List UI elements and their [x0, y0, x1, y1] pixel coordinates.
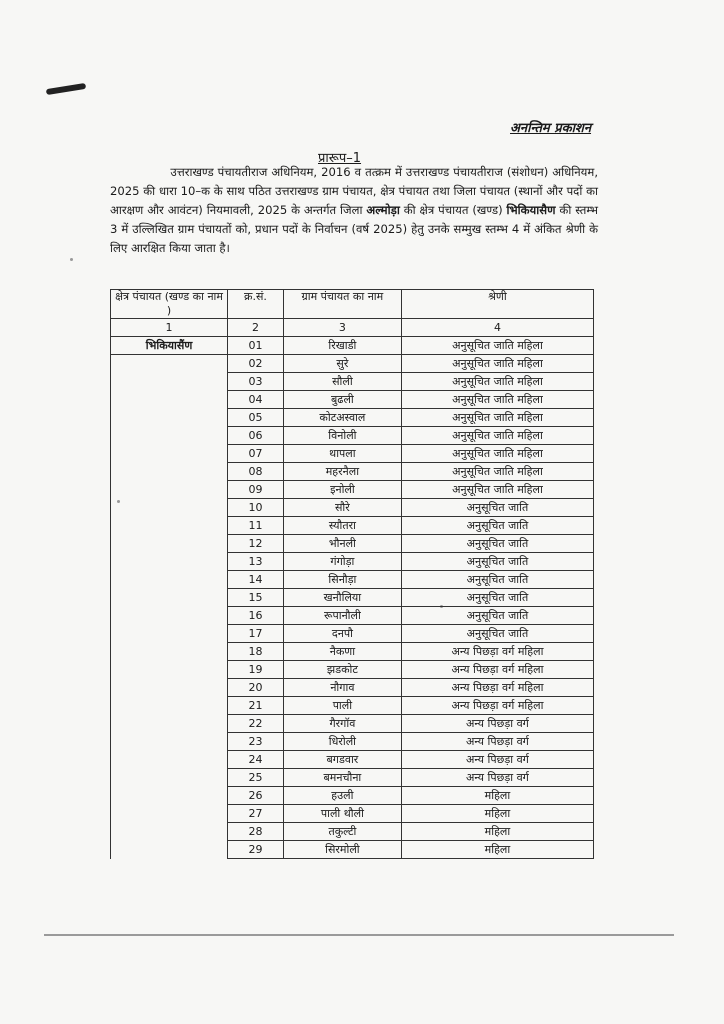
- serial-number-cell: 25: [228, 769, 284, 787]
- table-row: [111, 679, 594, 697]
- block-cell-empty: [111, 607, 228, 625]
- category-cell: अनुसूचित जाति: [401, 517, 593, 535]
- table-row: [111, 571, 594, 589]
- serial-number-cell: 13: [228, 553, 284, 571]
- district-name: अल्मोड़ा: [366, 203, 400, 217]
- block-cell-empty: [111, 463, 228, 481]
- serial-number-cell: 20: [228, 679, 284, 697]
- serial-number-cell: 02: [228, 355, 284, 373]
- gram-panchayat-cell: सौली: [283, 373, 401, 391]
- gram-panchayat-cell: हउली: [283, 787, 401, 805]
- gram-panchayat-cell: बगडवार: [283, 751, 401, 769]
- serial-number-cell: 18: [228, 643, 284, 661]
- block-cell-empty: [111, 571, 228, 589]
- block-cell-empty: [111, 733, 228, 751]
- col-header-gram-panchayat: ग्राम पंचायत का नाम: [283, 290, 401, 319]
- category-cell: अनुसूचित जाति महिला: [401, 427, 593, 445]
- column-number-row: [111, 319, 594, 337]
- block-cell-empty: [111, 679, 228, 697]
- block-cell-empty: [111, 481, 228, 499]
- gram-panchayat-cell: झडकोट: [283, 661, 401, 679]
- serial-number-cell: 07: [228, 445, 284, 463]
- block-cell-empty: [111, 391, 228, 409]
- table-row: [111, 409, 594, 427]
- category-cell: अनुसूचित जाति: [401, 571, 593, 589]
- block-cell-empty: [111, 355, 228, 373]
- table-row: [111, 517, 594, 535]
- col-number: 4: [401, 319, 593, 337]
- gram-panchayat-cell: इनोली: [283, 481, 401, 499]
- category-cell: अन्य पिछड़ा वर्ग: [401, 751, 593, 769]
- intro-text-1: उत्तराखण्ड पंचायतीराज अधिनियम, 2016 व तत्क्रम में उत्तराखण्ड पंचायतीराज (संशोधन) अधिनियम, 2025 की धारा 10–क के साथ पठित उत्तराखण्ड ग्राम पंचायत, क्षेत्र पंचायत तथा जिला पंचायत (स्थानों और पदों का आरक्षण और आवंटन) नियमावली, 2025 के अन्तर्गत जिला: [110, 165, 599, 217]
- block-cell-empty: [111, 769, 228, 787]
- category-cell: महिला: [401, 841, 593, 859]
- bottom-rule: [44, 934, 674, 936]
- table-row: [111, 481, 594, 499]
- category-cell: अनुसूचित जाति महिला: [401, 355, 593, 373]
- serial-number-cell: 26: [228, 787, 284, 805]
- serial-number-cell: 27: [228, 805, 284, 823]
- gram-panchayat-cell: गंगोड़ा: [283, 553, 401, 571]
- serial-number-cell: 19: [228, 661, 284, 679]
- serial-number-cell: 06: [228, 427, 284, 445]
- table-row: [111, 787, 594, 805]
- gram-panchayat-cell: रूपानौली: [283, 607, 401, 625]
- gram-panchayat-cell: सिनौड़ा: [283, 571, 401, 589]
- serial-number-cell: 17: [228, 625, 284, 643]
- category-cell: अनुसूचित जाति महिला: [401, 337, 593, 355]
- serial-number-cell: 16: [228, 607, 284, 625]
- block-cell-empty: [111, 805, 228, 823]
- table-row: [111, 355, 594, 373]
- col-number: 3: [283, 319, 401, 337]
- intro-text-3: की स्तम्भ 3 में उल्लिखित ग्राम पंचायतों को, प्रधान पदों के निर्वाचन (वर्ष 2025) हेतु उनके सम्मुख स्तम्भ 4 में अंकित श्रेणी के लिए आरक्षित किया जाता है।: [110, 203, 598, 255]
- col-number: 1: [111, 319, 228, 337]
- category-cell: महिला: [401, 787, 593, 805]
- col-number: 2: [228, 319, 284, 337]
- gram-panchayat-cell: कोटअस्वाल: [283, 409, 401, 427]
- block-cell-empty: [111, 841, 228, 859]
- serial-number-cell: 22: [228, 715, 284, 733]
- category-cell: अनुसूचित जाति महिला: [401, 373, 593, 391]
- gram-panchayat-cell: स्यौतरा: [283, 517, 401, 535]
- category-cell: अनुसूचित जाति: [401, 625, 593, 643]
- gram-panchayat-cell: विनोली: [283, 427, 401, 445]
- scan-mark: [46, 83, 86, 95]
- serial-number-cell: 01: [228, 337, 284, 355]
- block-cell-empty: [111, 751, 228, 769]
- category-cell: अनुसूचित जाति महिला: [401, 391, 593, 409]
- category-cell: महिला: [401, 805, 593, 823]
- table-row: [111, 391, 594, 409]
- block-cell-empty: [111, 661, 228, 679]
- serial-number-cell: 10: [228, 499, 284, 517]
- block-cell-empty: [111, 787, 228, 805]
- block-cell-empty: [111, 823, 228, 841]
- category-cell: अनुसूचित जाति: [401, 589, 593, 607]
- table-row: [111, 553, 594, 571]
- block-cell-empty: [111, 373, 228, 391]
- category-cell: अन्य पिछड़ा वर्ग महिला: [401, 697, 593, 715]
- gram-panchayat-cell: बमनचौना: [283, 769, 401, 787]
- gram-panchayat-cell: तकुल्टी: [283, 823, 401, 841]
- serial-number-cell: 09: [228, 481, 284, 499]
- block-cell-empty: [111, 625, 228, 643]
- col-header-block: क्षेत्र पंचायत (खण्ड का नाम ): [111, 290, 228, 319]
- block-cell-empty: [111, 427, 228, 445]
- gram-panchayat-cell: बुढली: [283, 391, 401, 409]
- serial-number-cell: 21: [228, 697, 284, 715]
- category-cell: अनुसूचित जाति महिला: [401, 445, 593, 463]
- table-row: [111, 751, 594, 769]
- gram-panchayat-cell: थापला: [283, 445, 401, 463]
- block-cell-empty: [111, 715, 228, 733]
- block-cell-empty: [111, 643, 228, 661]
- gram-panchayat-cell: पाली: [283, 697, 401, 715]
- table-row: [111, 715, 594, 733]
- reservation-table: [110, 289, 594, 859]
- table-row: [111, 373, 594, 391]
- gram-panchayat-cell: खनौलिया: [283, 589, 401, 607]
- table-row: [111, 841, 594, 859]
- gram-panchayat-cell: गैरगॉव: [283, 715, 401, 733]
- gram-panchayat-cell: सिरमोली: [283, 841, 401, 859]
- category-cell: अनुसूचित जाति: [401, 553, 593, 571]
- intro-text-2: की क्षेत्र पंचायत (खण्ड): [399, 203, 507, 217]
- block-cell-empty: [111, 445, 228, 463]
- table-row: [111, 805, 594, 823]
- category-cell: अनुसूचित जाति महिला: [401, 481, 593, 499]
- category-cell: अनुसूचित जाति: [401, 607, 593, 625]
- block-cell-empty: [111, 553, 228, 571]
- gram-panchayat-cell: रिखाडी: [283, 337, 401, 355]
- serial-number-cell: 04: [228, 391, 284, 409]
- gram-panchayat-cell: भौनली: [283, 535, 401, 553]
- table-row: [111, 463, 594, 481]
- table-row: [111, 337, 594, 355]
- block-cell-empty: [111, 697, 228, 715]
- block-cell-empty: [111, 499, 228, 517]
- category-cell: अन्य पिछड़ा वर्ग: [401, 715, 593, 733]
- gram-panchayat-cell: सुरे: [283, 355, 401, 373]
- category-cell: अन्य पिछड़ा वर्ग: [401, 769, 593, 787]
- category-cell: अन्य पिछड़ा वर्ग महिला: [401, 643, 593, 661]
- table-row: [111, 445, 594, 463]
- scan-speck: [70, 258, 73, 261]
- category-cell: अनुसूचित जाति: [401, 535, 593, 553]
- table-row: [111, 823, 594, 841]
- block-cell-empty: [111, 535, 228, 553]
- category-cell: अनुसूचित जाति महिला: [401, 409, 593, 427]
- category-cell: महिला: [401, 823, 593, 841]
- table-row: [111, 697, 594, 715]
- serial-number-cell: 29: [228, 841, 284, 859]
- serial-number-cell: 23: [228, 733, 284, 751]
- intro-paragraph: [110, 163, 598, 258]
- col-header-sn: क्र.सं.: [228, 290, 284, 319]
- table-row: [111, 643, 594, 661]
- table-row: [111, 607, 594, 625]
- table-row: [111, 427, 594, 445]
- gram-panchayat-cell: पाली थौली: [283, 805, 401, 823]
- category-cell: अन्य पिछड़ा वर्ग महिला: [401, 661, 593, 679]
- table-row: [111, 661, 594, 679]
- table-row: [111, 589, 594, 607]
- gram-panchayat-cell: नैकणा: [283, 643, 401, 661]
- table-row: [111, 769, 594, 787]
- serial-number-cell: 14: [228, 571, 284, 589]
- serial-number-cell: 05: [228, 409, 284, 427]
- table-header-row: [111, 290, 594, 319]
- gram-panchayat-cell: धिरोली: [283, 733, 401, 751]
- gram-panchayat-cell: दनपौ: [283, 625, 401, 643]
- serial-number-cell: 03: [228, 373, 284, 391]
- table-row: [111, 499, 594, 517]
- serial-number-cell: 15: [228, 589, 284, 607]
- block-cell-empty: [111, 517, 228, 535]
- serial-number-cell: 08: [228, 463, 284, 481]
- col-header-category: श्रेणी: [401, 290, 593, 319]
- table-row: [111, 625, 594, 643]
- category-cell: अनुसूचित जाति महिला: [401, 463, 593, 481]
- gram-panchayat-cell: नौगाव: [283, 679, 401, 697]
- serial-number-cell: 28: [228, 823, 284, 841]
- serial-number-cell: 24: [228, 751, 284, 769]
- gram-panchayat-cell: महरनैला: [283, 463, 401, 481]
- category-cell: अन्य पिछड़ा वर्ग महिला: [401, 679, 593, 697]
- block-cell-empty: [111, 589, 228, 607]
- table-row: [111, 535, 594, 553]
- publication-label: अनन्तिम प्रकाशन: [510, 121, 592, 136]
- table-row: [111, 733, 594, 751]
- block-name: भिकियासैण: [506, 203, 556, 217]
- serial-number-cell: 12: [228, 535, 284, 553]
- gram-panchayat-cell: सौरे: [283, 499, 401, 517]
- category-cell: अन्य पिछड़ा वर्ग: [401, 733, 593, 751]
- serial-number-cell: 11: [228, 517, 284, 535]
- block-name-cell: भिकियासैंण: [111, 337, 228, 355]
- form-title: प्रारूप–1: [318, 151, 362, 166]
- block-cell-empty: [111, 409, 228, 427]
- category-cell: अनुसूचित जाति: [401, 499, 593, 517]
